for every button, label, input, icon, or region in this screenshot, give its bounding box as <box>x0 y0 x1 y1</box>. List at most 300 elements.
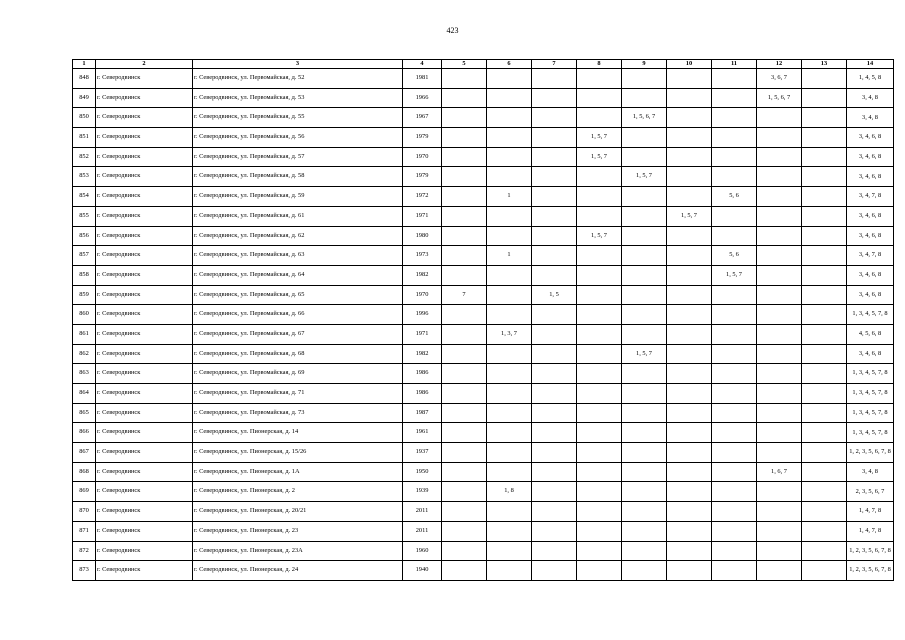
table-body <box>73 69 894 581</box>
cell-year-built: 2011 <box>403 521 442 541</box>
cell-col-6 <box>487 285 532 305</box>
cell-col-6 <box>487 344 532 364</box>
cell-col-8 <box>577 364 622 384</box>
cell-col-7 <box>532 541 577 561</box>
cell-col-8 <box>577 69 622 89</box>
table-row <box>73 502 894 522</box>
cell-year-built: 1960 <box>403 541 442 561</box>
cell-col-5 <box>442 108 487 128</box>
cell-col-8 <box>577 324 622 344</box>
cell-address: г. Северодвинск, ул. Первомайская, д. 71 <box>193 384 403 404</box>
cell-col-10 <box>667 384 712 404</box>
cell-col-9 <box>622 305 667 325</box>
cell-year-built: 2011 <box>403 502 442 522</box>
cell-col-5 <box>442 246 487 266</box>
cell-col-12 <box>757 482 802 502</box>
cell-row-number: 858 <box>73 265 96 285</box>
cell-col-10 <box>667 88 712 108</box>
cell-col-11 <box>712 128 757 148</box>
cell-col-5 <box>442 344 487 364</box>
cell-col-14: 1, 2, 3, 5, 6, 7, 8 <box>847 443 894 463</box>
column-header-4: 4 <box>403 60 442 69</box>
table-row <box>73 423 894 443</box>
cell-col-13 <box>802 128 847 148</box>
table-row <box>73 108 894 128</box>
cell-address: г. Северодвинск, ул. Первомайская, д. 63 <box>193 246 403 266</box>
cell-col-6: 1 <box>487 187 532 207</box>
cell-col-5 <box>442 305 487 325</box>
cell-col-7 <box>532 462 577 482</box>
cell-col-9: 1, 5, 7 <box>622 167 667 187</box>
cell-col-12 <box>757 226 802 246</box>
cell-col-9 <box>622 462 667 482</box>
cell-row-number: 859 <box>73 285 96 305</box>
cell-col-6 <box>487 364 532 384</box>
cell-col-5 <box>442 541 487 561</box>
cell-year-built: 1950 <box>403 462 442 482</box>
cell-row-number: 855 <box>73 206 96 226</box>
cell-year-built: 1979 <box>403 167 442 187</box>
cell-col-7 <box>532 265 577 285</box>
cell-col-12 <box>757 502 802 522</box>
cell-col-10 <box>667 344 712 364</box>
cell-col-5 <box>442 206 487 226</box>
cell-year-built: 1937 <box>403 443 442 463</box>
cell-year-built: 1971 <box>403 324 442 344</box>
cell-col-10 <box>667 226 712 246</box>
cell-col-8 <box>577 88 622 108</box>
cell-col-12 <box>757 541 802 561</box>
cell-col-8 <box>577 305 622 325</box>
column-header-6: 6 <box>487 60 532 69</box>
cell-col-8 <box>577 502 622 522</box>
cell-col-13 <box>802 423 847 443</box>
cell-col-5 <box>442 324 487 344</box>
cell-col-6 <box>487 423 532 443</box>
cell-row-number: 861 <box>73 324 96 344</box>
table-row <box>73 403 894 423</box>
cell-col-10 <box>667 403 712 423</box>
table-row <box>73 226 894 246</box>
table-row <box>73 128 894 148</box>
cell-col-7 <box>532 561 577 581</box>
cell-row-number: 870 <box>73 502 96 522</box>
cell-col-5 <box>442 147 487 167</box>
cell-locality: г. Северодвинск <box>96 305 193 325</box>
cell-col-10 <box>667 265 712 285</box>
cell-col-9 <box>622 324 667 344</box>
cell-col-7 <box>532 88 577 108</box>
cell-col-10 <box>667 541 712 561</box>
column-header-11: 11 <box>712 60 757 69</box>
cell-col-5 <box>442 443 487 463</box>
cell-year-built: 1961 <box>403 423 442 443</box>
cell-address: г. Северодвинск, ул. Первомайская, д. 67 <box>193 324 403 344</box>
cell-col-13 <box>802 462 847 482</box>
cell-year-built: 1966 <box>403 88 442 108</box>
table-row <box>73 206 894 226</box>
column-header-10: 10 <box>667 60 712 69</box>
table-row <box>73 147 894 167</box>
table-row <box>73 285 894 305</box>
cell-col-9 <box>622 128 667 148</box>
cell-col-11 <box>712 541 757 561</box>
cell-col-10 <box>667 423 712 443</box>
cell-col-9 <box>622 147 667 167</box>
cell-row-number: 860 <box>73 305 96 325</box>
cell-col-7 <box>532 147 577 167</box>
cell-col-13 <box>802 88 847 108</box>
cell-address: г. Северодвинск, ул. Пионерская, д. 1А <box>193 462 403 482</box>
cell-col-9 <box>622 403 667 423</box>
cell-row-number: 865 <box>73 403 96 423</box>
cell-locality: г. Северодвинск <box>96 88 193 108</box>
cell-col-5 <box>442 482 487 502</box>
cell-col-14: 3, 4, 7, 8 <box>847 187 894 207</box>
cell-row-number: 848 <box>73 69 96 89</box>
cell-col-14: 1, 3, 4, 5, 7, 8 <box>847 423 894 443</box>
cell-col-6 <box>487 462 532 482</box>
cell-col-11 <box>712 423 757 443</box>
cell-col-7: 1, 5 <box>532 285 577 305</box>
cell-col-10 <box>667 285 712 305</box>
cell-address: г. Северодвинск, ул. Первомайская, д. 56 <box>193 128 403 148</box>
cell-col-10 <box>667 324 712 344</box>
cell-col-9 <box>622 285 667 305</box>
cell-col-12 <box>757 108 802 128</box>
cell-address: г. Северодвинск, ул. Первомайская, д. 62 <box>193 226 403 246</box>
cell-col-11 <box>712 502 757 522</box>
table-header <box>73 60 894 69</box>
cell-col-13 <box>802 384 847 404</box>
cell-col-8 <box>577 344 622 364</box>
cell-address: г. Северодвинск, ул. Пионерская, д. 2 <box>193 482 403 502</box>
cell-col-5: 7 <box>442 285 487 305</box>
table-row <box>73 246 894 266</box>
cell-col-13 <box>802 147 847 167</box>
cell-col-5 <box>442 167 487 187</box>
cell-col-10 <box>667 128 712 148</box>
cell-col-13 <box>802 482 847 502</box>
cell-col-10 <box>667 167 712 187</box>
cell-col-14: 3, 4, 6, 8 <box>847 265 894 285</box>
cell-col-7 <box>532 108 577 128</box>
table-row <box>73 541 894 561</box>
cell-col-9 <box>622 265 667 285</box>
cell-col-7 <box>532 167 577 187</box>
cell-col-5 <box>442 521 487 541</box>
cell-col-6 <box>487 167 532 187</box>
cell-col-6 <box>487 108 532 128</box>
cell-col-12 <box>757 206 802 226</box>
table-row <box>73 167 894 187</box>
cell-col-11 <box>712 285 757 305</box>
cell-col-11 <box>712 167 757 187</box>
cell-col-8 <box>577 541 622 561</box>
cell-col-13 <box>802 344 847 364</box>
table-row <box>73 364 894 384</box>
cell-col-10 <box>667 69 712 89</box>
cell-col-5 <box>442 69 487 89</box>
cell-col-14: 1, 3, 4, 5, 7, 8 <box>847 403 894 423</box>
table-row <box>73 344 894 364</box>
cell-row-number: 850 <box>73 108 96 128</box>
column-header-3: 3 <box>193 60 403 69</box>
cell-col-8 <box>577 384 622 404</box>
cell-col-11 <box>712 344 757 364</box>
cell-col-8: 1, 5, 7 <box>577 226 622 246</box>
cell-locality: г. Северодвинск <box>96 423 193 443</box>
column-header-9: 9 <box>622 60 667 69</box>
cell-col-5 <box>442 384 487 404</box>
cell-col-14: 1, 4, 7, 8 <box>847 502 894 522</box>
cell-col-8: 1, 5, 7 <box>577 128 622 148</box>
cell-col-6 <box>487 502 532 522</box>
table-row <box>73 443 894 463</box>
cell-locality: г. Северодвинск <box>96 502 193 522</box>
cell-row-number: 849 <box>73 88 96 108</box>
cell-col-9 <box>622 384 667 404</box>
cell-year-built: 1980 <box>403 226 442 246</box>
cell-col-8 <box>577 423 622 443</box>
cell-row-number: 864 <box>73 384 96 404</box>
cell-col-13 <box>802 69 847 89</box>
cell-col-12 <box>757 344 802 364</box>
cell-col-12 <box>757 403 802 423</box>
cell-col-11 <box>712 482 757 502</box>
cell-col-11 <box>712 324 757 344</box>
cell-col-9 <box>622 206 667 226</box>
cell-locality: г. Северодвинск <box>96 561 193 581</box>
cell-col-12 <box>757 147 802 167</box>
cell-col-12 <box>757 128 802 148</box>
column-header-1: 1 <box>73 60 96 69</box>
cell-col-6 <box>487 265 532 285</box>
cell-col-10 <box>667 561 712 581</box>
cell-address: г. Северодвинск, ул. Пионерская, д. 23 <box>193 521 403 541</box>
cell-col-9 <box>622 443 667 463</box>
cell-col-10 <box>667 108 712 128</box>
table-row <box>73 482 894 502</box>
cell-col-7 <box>532 69 577 89</box>
cell-col-12 <box>757 187 802 207</box>
cell-row-number: 867 <box>73 443 96 463</box>
cell-col-7 <box>532 305 577 325</box>
cell-address: г. Северодвинск, ул. Первомайская, д. 73 <box>193 403 403 423</box>
cell-col-7 <box>532 128 577 148</box>
cell-col-12 <box>757 521 802 541</box>
cell-col-14: 3, 4, 6, 8 <box>847 167 894 187</box>
cell-col-9: 1, 5, 7 <box>622 344 667 364</box>
cell-col-7 <box>532 364 577 384</box>
page-number: 423 <box>446 26 459 35</box>
cell-locality: г. Северодвинск <box>96 187 193 207</box>
table-row <box>73 88 894 108</box>
cell-col-7 <box>532 482 577 502</box>
cell-col-12 <box>757 305 802 325</box>
cell-year-built: 1940 <box>403 561 442 581</box>
cell-col-12 <box>757 285 802 305</box>
cell-col-5 <box>442 502 487 522</box>
cell-col-6 <box>487 403 532 423</box>
cell-address: г. Северодвинск, ул. Первомайская, д. 64 <box>193 265 403 285</box>
table-row <box>73 462 894 482</box>
cell-locality: г. Северодвинск <box>96 206 193 226</box>
cell-col-7 <box>532 246 577 266</box>
cell-col-13 <box>802 561 847 581</box>
column-header-2: 2 <box>96 60 193 69</box>
cell-col-7 <box>532 502 577 522</box>
cell-col-6 <box>487 443 532 463</box>
cell-year-built: 1982 <box>403 265 442 285</box>
cell-col-14: 3, 4, 6, 8 <box>847 147 894 167</box>
table-row <box>73 305 894 325</box>
cell-row-number: 854 <box>73 187 96 207</box>
cell-row-number: 869 <box>73 482 96 502</box>
cell-address: г. Северодвинск, ул. Первомайская, д. 69 <box>193 364 403 384</box>
cell-row-number: 868 <box>73 462 96 482</box>
cell-col-9 <box>622 423 667 443</box>
cell-col-11 <box>712 462 757 482</box>
cell-locality: г. Северодвинск <box>96 443 193 463</box>
cell-col-12 <box>757 324 802 344</box>
cell-col-14: 1, 2, 3, 5, 6, 7, 8 <box>847 561 894 581</box>
cell-col-12: 1, 5, 6, 7 <box>757 88 802 108</box>
cell-address: г. Северодвинск, ул. Первомайская, д. 57 <box>193 147 403 167</box>
cell-col-13 <box>802 167 847 187</box>
table-row <box>73 561 894 581</box>
cell-locality: г. Северодвинск <box>96 521 193 541</box>
cell-col-8 <box>577 285 622 305</box>
cell-col-9 <box>622 226 667 246</box>
cell-col-9 <box>622 521 667 541</box>
table-row <box>73 187 894 207</box>
cell-col-11 <box>712 443 757 463</box>
cell-col-14: 3, 4, 6, 8 <box>847 226 894 246</box>
cell-locality: г. Северодвинск <box>96 167 193 187</box>
cell-locality: г. Северодвинск <box>96 344 193 364</box>
column-header-12: 12 <box>757 60 802 69</box>
cell-col-9 <box>622 482 667 502</box>
cell-col-9 <box>622 246 667 266</box>
cell-address: г. Северодвинск, ул. Пионерская, д. 20/21 <box>193 502 403 522</box>
cell-col-7 <box>532 443 577 463</box>
cell-col-12: 3, 6, 7 <box>757 69 802 89</box>
cell-year-built: 1979 <box>403 128 442 148</box>
cell-row-number: 863 <box>73 364 96 384</box>
cell-col-13 <box>802 108 847 128</box>
cell-col-12 <box>757 384 802 404</box>
cell-col-12 <box>757 561 802 581</box>
cell-year-built: 1987 <box>403 403 442 423</box>
cell-col-9 <box>622 88 667 108</box>
housing-register-table <box>72 59 894 581</box>
table-row <box>73 265 894 285</box>
cell-col-6 <box>487 384 532 404</box>
cell-col-13 <box>802 265 847 285</box>
cell-col-7 <box>532 384 577 404</box>
cell-col-8 <box>577 403 622 423</box>
cell-row-number: 857 <box>73 246 96 266</box>
cell-address: г. Северодвинск, ул. Первомайская, д. 66 <box>193 305 403 325</box>
cell-col-12 <box>757 265 802 285</box>
cell-col-7 <box>532 324 577 344</box>
cell-col-5 <box>442 226 487 246</box>
cell-locality: г. Северодвинск <box>96 265 193 285</box>
cell-col-10 <box>667 482 712 502</box>
cell-locality: г. Северодвинск <box>96 246 193 266</box>
cell-col-11 <box>712 305 757 325</box>
cell-col-13 <box>802 206 847 226</box>
cell-col-10 <box>667 187 712 207</box>
table-row <box>73 521 894 541</box>
cell-col-7 <box>532 403 577 423</box>
cell-year-built: 1996 <box>403 305 442 325</box>
cell-year-built: 1971 <box>403 206 442 226</box>
cell-address: г. Северодвинск, ул. Пионерская, д. 24 <box>193 561 403 581</box>
cell-address: г. Северодвинск, ул. Первомайская, д. 61 <box>193 206 403 226</box>
cell-row-number: 851 <box>73 128 96 148</box>
cell-col-14: 4, 5, 6, 8 <box>847 324 894 344</box>
cell-col-13 <box>802 226 847 246</box>
cell-col-14: 1, 3, 4, 5, 7, 8 <box>847 364 894 384</box>
cell-col-12 <box>757 443 802 463</box>
cell-col-13 <box>802 403 847 423</box>
table-row <box>73 324 894 344</box>
cell-col-14: 1, 3, 4, 5, 7, 8 <box>847 384 894 404</box>
cell-locality: г. Северодвинск <box>96 364 193 384</box>
cell-year-built: 1982 <box>403 344 442 364</box>
cell-col-10 <box>667 443 712 463</box>
cell-col-14: 1, 3, 4, 5, 7, 8 <box>847 305 894 325</box>
cell-col-14: 1, 4, 7, 8 <box>847 521 894 541</box>
cell-col-12 <box>757 423 802 443</box>
cell-row-number: 856 <box>73 226 96 246</box>
cell-col-8 <box>577 561 622 581</box>
cell-col-10: 1, 5, 7 <box>667 206 712 226</box>
cell-col-8 <box>577 521 622 541</box>
cell-year-built: 1972 <box>403 187 442 207</box>
cell-col-7 <box>532 423 577 443</box>
cell-locality: г. Северодвинск <box>96 384 193 404</box>
cell-col-11 <box>712 147 757 167</box>
cell-col-11: 5, 6 <box>712 187 757 207</box>
cell-address: г. Северодвинск, ул. Первомайская, д. 53 <box>193 88 403 108</box>
cell-col-14: 3, 4, 6, 8 <box>847 344 894 364</box>
cell-col-6: 1 <box>487 246 532 266</box>
cell-col-6 <box>487 305 532 325</box>
cell-col-10 <box>667 364 712 384</box>
cell-col-12: 1, 6, 7 <box>757 462 802 482</box>
cell-col-6 <box>487 88 532 108</box>
cell-locality: г. Северодвинск <box>96 69 193 89</box>
cell-col-8 <box>577 206 622 226</box>
cell-col-12 <box>757 167 802 187</box>
cell-col-6 <box>487 69 532 89</box>
cell-row-number: 862 <box>73 344 96 364</box>
cell-address: г. Северодвинск, ул. Первомайская, д. 65 <box>193 285 403 305</box>
cell-col-8 <box>577 167 622 187</box>
cell-locality: г. Северодвинск <box>96 285 193 305</box>
cell-col-5 <box>442 265 487 285</box>
cell-col-8 <box>577 462 622 482</box>
cell-year-built: 1986 <box>403 384 442 404</box>
column-header-14: 14 <box>847 60 894 69</box>
cell-col-13 <box>802 364 847 384</box>
cell-col-5 <box>442 462 487 482</box>
cell-col-6 <box>487 521 532 541</box>
cell-col-10 <box>667 246 712 266</box>
